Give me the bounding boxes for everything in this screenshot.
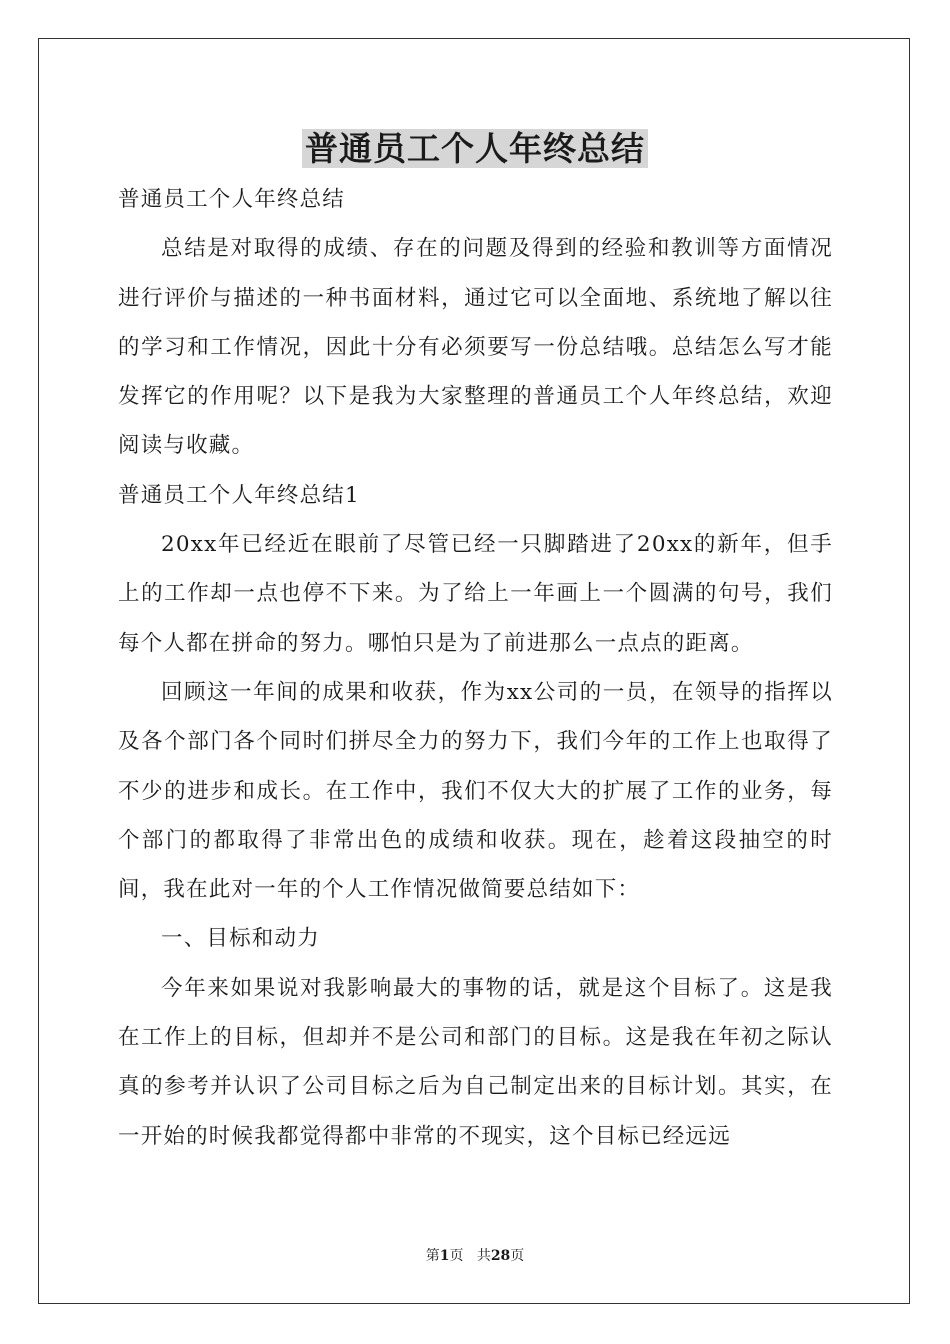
body-paragraph: 回顾这一年间的成果和收获，作为xx公司的一员，在领导的指挥以及各个部门各个同时们拼尽全力的努力下，我们今年的工作上也取得了不少的进步和成长。在工作中，我们不仅大大的扩展了工作的业务，每个部门的都取得了非常出色的成绩和收获。现在，趁着这段抽空的时间，我在此对一年的个人工作情况做简要总结如下： — [118, 679, 833, 903]
page-footer — [0, 1246, 950, 1266]
page-prefix: 第 — [425, 1248, 440, 1264]
total-prefix: 共 — [476, 1248, 491, 1264]
body-paragraph: 今年来如果说对我影响最大的事物的话，就是这个目标了。这是我在工作上的目标，但却并不是公司和部门的目标。这是我在年初之际认真的参考并认识了公司目标之后为自己制定出来的目标计划。其实，在一开始的时候我都觉得都中非常的不现实，这个目标已经远远 — [118, 975, 833, 1149]
total-pages: 28 — [490, 1248, 511, 1264]
total-suffix: 页 — [510, 1248, 525, 1264]
document-title — [0, 126, 950, 172]
intro-paragraph: 总结是对取得的成绩、存在的问题及得到的经验和教训等方面情况进行评价与描述的一种书面材料，通过它可以全面地、系统地了解以往的学习和工作情况，因此十分有必须要写一份总结哦。总结怎么写才能发挥它的作用呢？以下是我为大家整理的普通员工个人年终总结，欢迎阅读与收藏。 — [118, 236, 833, 459]
document-title-text: 普通员工个人年终总结 — [302, 129, 648, 168]
section-title-1: 普通员工个人年终总结1 — [118, 482, 360, 508]
page-suffix: 页 — [449, 1248, 464, 1264]
body-paragraph: 20xx年已经近在眼前了尽管已经一只脚踏进了20xx的新年，但手上的工作却一点也停不下来。为了给上一年画上一个圆满的句号，我们每个人都在拼命的努力。哪怕只是为了前进那么一点点的距离。 — [118, 532, 833, 656]
subtitle-paragraph: 普通员工个人年终总结 — [118, 187, 346, 212]
page-number: 1 — [439, 1248, 450, 1264]
document-body — [118, 175, 833, 1161]
subsection-heading: 一、目标和动力 — [161, 926, 320, 952]
